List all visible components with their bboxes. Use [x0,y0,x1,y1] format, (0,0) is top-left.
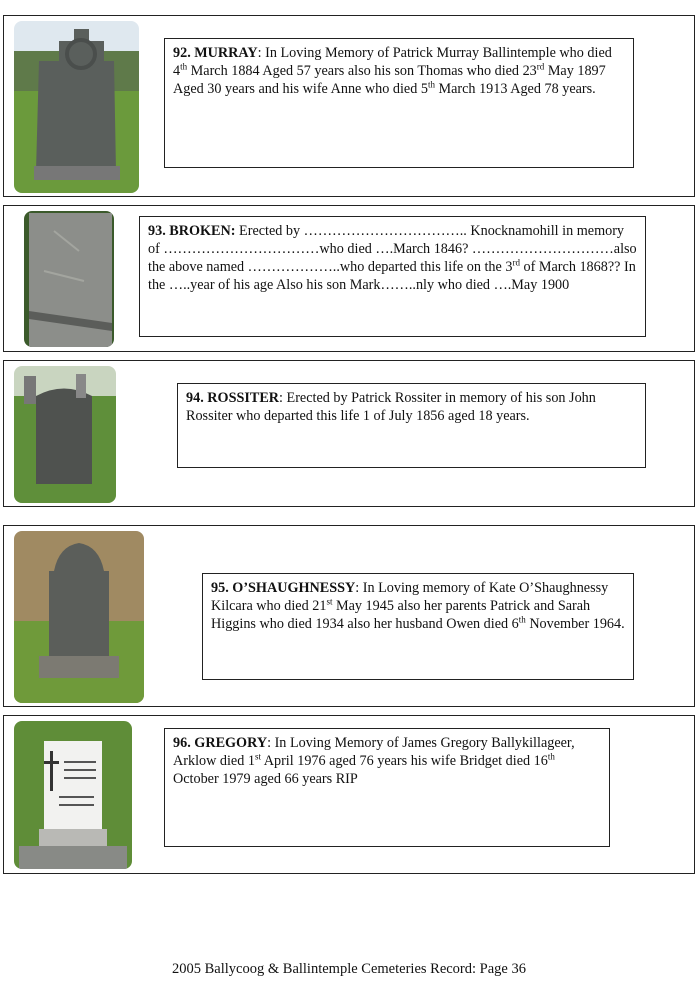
headstone-photo-96 [14,721,132,869]
entry-93 [3,205,695,352]
headstone-photo-94 [14,366,116,503]
inscription-93: 93. BROKEN: Erected by …………………………….. Knocknamohill in memory of ……………………………who died ….March 1846? …………………………also the above named ………………..who departed this life on the 3rd of March 1868?? In the …..year of his age Also his son Mark……..nly who died ….May 1900 [139,216,646,337]
headstone-photo-95 [14,531,144,703]
inscription-92: 92. MURRAY: In Loving Memory of Patrick Murray Ballintemple who died 4th March 1884 Aged 57 years also his son Thomas who died 23rd May 1897 Aged 30 years and his wife Anne who died 5th March 1913 Aged 78 years. [164,38,634,168]
headstone-photo-92 [14,21,139,193]
entry-94 [3,360,695,507]
inscription-94: 94. ROSSITER: Erected by Patrick Rossiter in memory of his son John Rossiter who departed this life 1 of July 1856 aged 18 years. [177,383,646,468]
entry-95 [3,525,695,707]
inscription-96: 96. GREGORY: In Loving Memory of James Gregory Ballykillageer, Arklow died 1st April 1976 aged 76 years his wife Bridget died 16th October 1979 aged 66 years RIP [164,728,610,847]
headstone-photo-93 [24,211,114,347]
entry-92 [3,15,695,197]
page-footer: 2005 Ballycoog & Ballintemple Cemeteries Record: Page 36 [172,961,526,977]
inscription-95: 95. O’SHAUGHNESSY: In Loving memory of Kate O’Shaughnessy Kilcara who died 21st May 1945 also her parents Patrick and Sarah Higgins who died 1934 also her husband Owen died 6th November 1964. [202,573,634,680]
entry-96 [3,715,695,874]
